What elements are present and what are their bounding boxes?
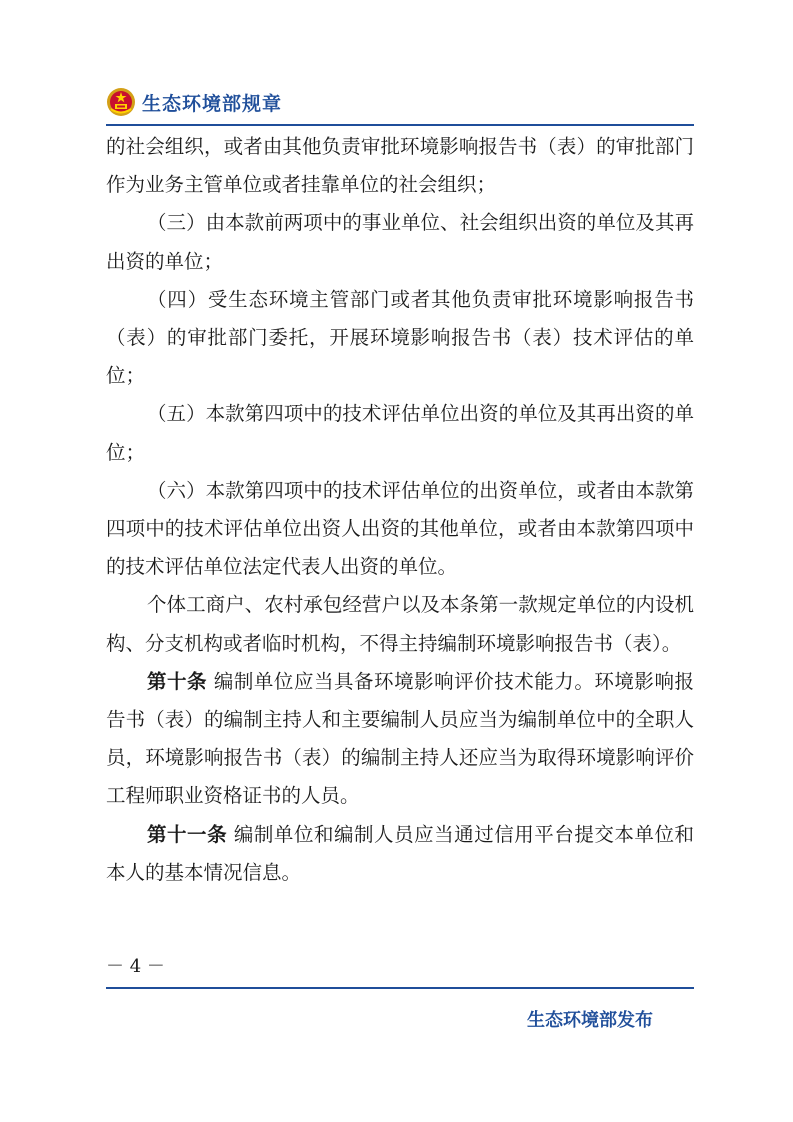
footer-divider: [106, 987, 694, 989]
article-label: 第十一条: [147, 822, 228, 846]
page-header: [106, 84, 282, 120]
paragraph: （四）受生态环境主管部门或者其他负责审批环境影响报告书（表）的审批部门委托，开展环境影响报告书（表）技术评估的单位；: [106, 287, 694, 388]
publisher-label: 生态环境部发布: [527, 1010, 653, 1031]
paragraph: （三）由本款前两项中的事业单位、社会组织出资的单位及其再出资的单位；: [106, 211, 694, 273]
paragraph: （五）本款第四项中的技术评估单位出资的单位及其再出资的单位；: [106, 402, 694, 464]
paragraph: （六）本款第四项中的技术评估单位的出资单位，或者由本款第四项中的技术评估单位出资人出资的其他单位，或者由本款第四项中的技术评估单位法定代表人出资的单位。: [106, 478, 694, 579]
header-divider: [106, 124, 694, 126]
document-body: [106, 128, 694, 892]
page-number: － 4 －: [106, 956, 165, 977]
national-emblem-icon: [106, 87, 136, 117]
article-text: 编制单位应当具备环境影响评价技术能力。环境影响报告书（表）的编制主持人和主要编制人员应当为编制单位中的全职人员，环境影响报告书（表）的编制主持人还应当为取得环境影响评价工程师职业资格证书的人员。: [106, 669, 694, 808]
paragraph: 个体工商户、农村承包经营户以及本条第一款规定单位的内设机构、分支机构或者临时机构，不得主持编制环境影响报告书（表）。: [106, 593, 694, 655]
paragraph: 的社会组织，或者由其他负责审批环境影响报告书（表）的审批部门作为业务主管单位或者挂靠单位的社会组织；: [106, 135, 694, 197]
article-label: 第十条: [147, 669, 208, 693]
article-paragraph: [106, 816, 694, 892]
header-title: 生态环境部规章: [142, 92, 283, 115]
article-text: 编制单位和编制人员应当通过信用平台提交本单位和本人的基本情况信息。: [106, 822, 694, 884]
article-paragraph: [106, 663, 694, 816]
